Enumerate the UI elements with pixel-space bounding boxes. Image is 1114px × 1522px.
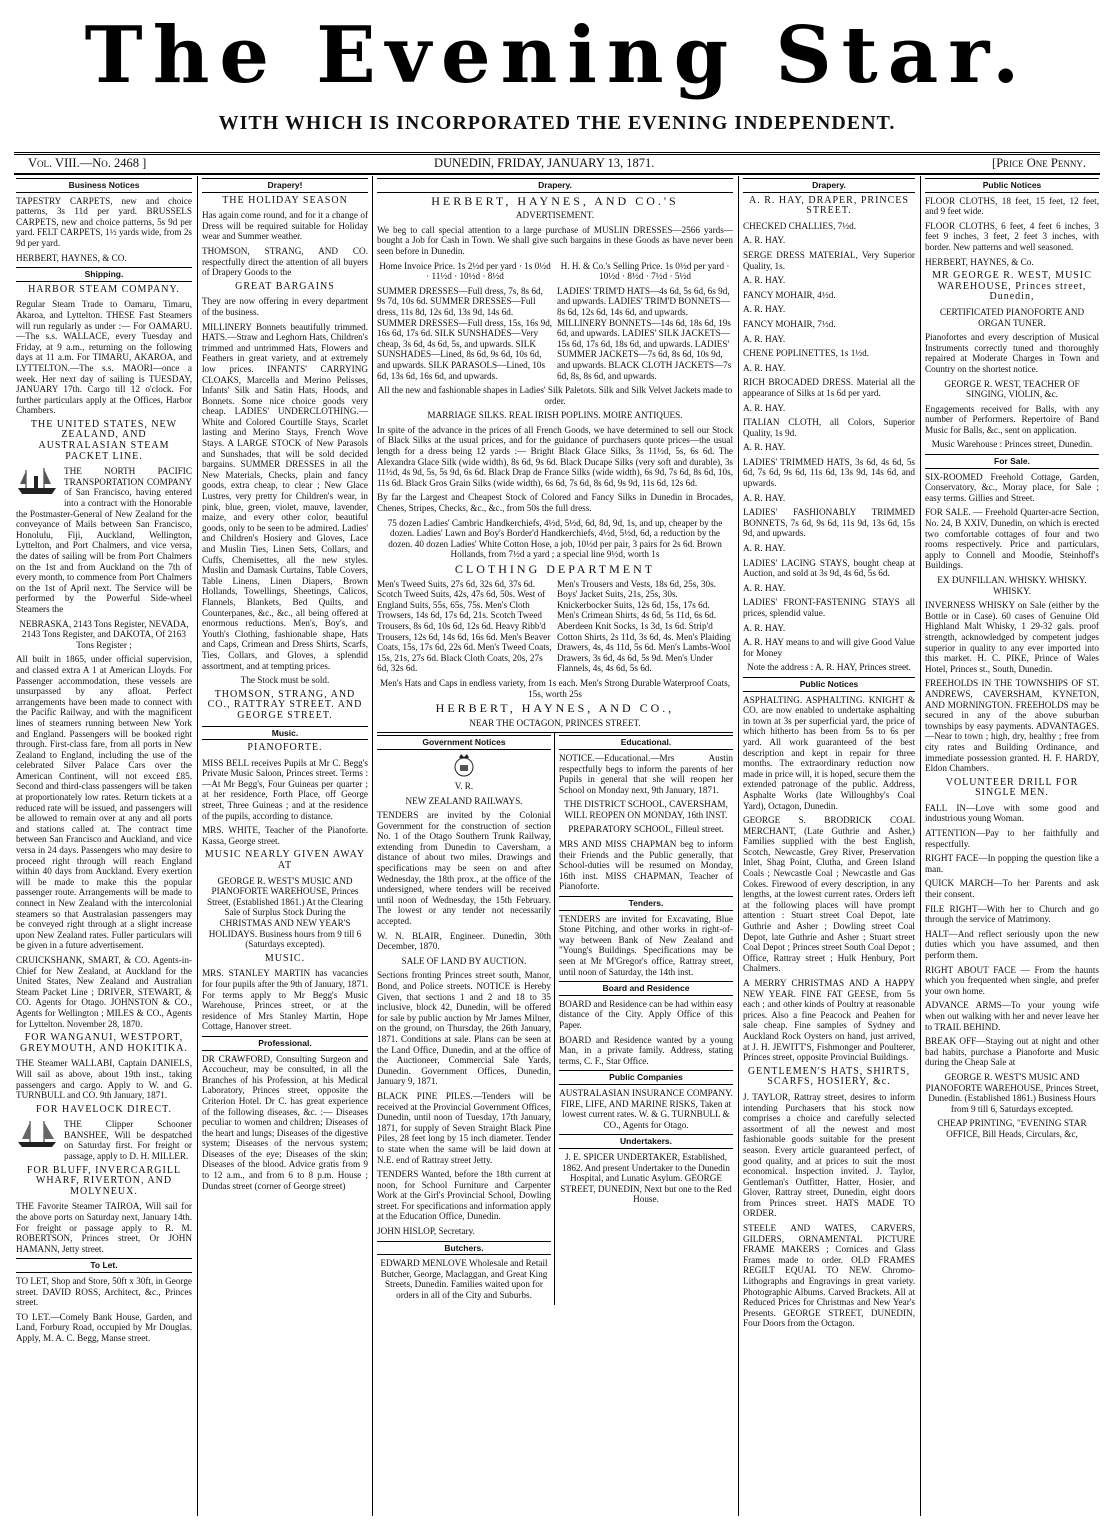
austin-notice: NOTICE.—Educational.—Mrs Austin respectfully begs to inform the parents of her Pupils in general that she will reopen her School on Monday next, 9th January, 1871. — [559, 752, 733, 795]
section-heading: Public Notices — [925, 178, 1099, 193]
drill-item: ADVANCE ARMS—To your young wife when out walking with her and never leave her to TRAIL BEHIND. — [925, 1000, 1099, 1032]
great-bargains: GREAT BARGAINS — [235, 280, 335, 292]
district-school: THE DISTRICT SCHOOL, CAVERSHAM, WILL REOPEN ON MONDAY, 16th INST. — [564, 799, 728, 820]
ad-heading: PIANOFORTE. — [247, 742, 323, 754]
drill-item: HALT—And reflect seriously upon the new duties which you have assumed, and then perform them. — [925, 928, 1099, 960]
hay-heading: A. R. HAY, DRAPER, PRINCES STREET. — [749, 194, 909, 217]
column-2 — [202, 176, 368, 1516]
excavation-tenders: TENDERS are invited for Excavating, Blue Stone Pitching, and other works in right-of-way between Bank of New Zealand and "Young's Buildings. Specifications may be seen at Mr M'Gregor's office, Rattray street, until noon of Saturday, the 14th inst. — [559, 913, 733, 977]
royal-crest-icon — [449, 753, 479, 779]
ad-signature: A. R. HAY. — [743, 582, 786, 593]
railway-tenders: TENDERS are invited by the Colonial Government for the construction of section No. 1 of the Otago Southern Trunk Railway, extending from Dunedin to Caversham, a distance of about two miles. Drawings and specifications may be seen on and after Wednesday, the 18th prox., at the office of the undersigned, where tenders will be received until noon of Wednesday, the 15th February. The lowest or any tender not necessarily accepted. — [377, 810, 551, 927]
section-sale-ad: FOR SALE. — Freehold Quarter-acre Section, No. 24, B XXIV, Dunedin, on which is erected two comfortable cottages of four and two rooms respectively. Price and particulars, apply to Connell and Moodie, Steinhoff's Buildings. — [925, 507, 1099, 571]
section-heading: Drapery. — [377, 178, 733, 193]
offering-text: They are now offering in every department of the business. — [202, 296, 368, 317]
schooner-icon — [16, 1119, 60, 1149]
price-table — [377, 261, 733, 282]
ad-heading: THE UNITED STATES, NEW ZEALAND, AND AUSTRALASIAN STEAM PACKET LINE. — [30, 418, 178, 462]
crawford-ad: DR CRAWFORD, Consulting Surgeon and Accoucheur, may be consulted, in all the Branches of his Profession, at his Medical Laboratory, Princes street, opposite the Criterion Hotel. Dr C. has great experience of the following diseases, &c. :— Diseases peculiar to women and children; Diseases of the heart and lungs; Diseases of the digestive system; Diseases of the nervous system; Diseases of the eye; Diseases of the skin; Diseases of the blood. Advice gratis from 9 to 12 a.m., and from 6 to 8 p.m. House ; Dundas street (corner of George street) — [202, 1053, 368, 1191]
warehouse-address: Music Warehouse : Princes street, Dunedin. — [931, 439, 1093, 450]
tolet-ad: TO LET, Shop and Store, 50ft x 30ft, in George street. DAVID ROSS, Architect, &c., Princes street. — [16, 1276, 192, 1308]
brodrick-ad: GEORGE S. BRODRICK COAL MERCHANT, (Late Guthrie and Asher,) Families supplied with the best English, Scotch, Newcastle, Grey River, Preservation Inlet, Shag Point, Clutha, and Green Island Coals ; Newcastle Coal ; Newcastle and Gas Cokes. Firewood of every description, in any lengths, at the lowest current rates. Orders left at the following places will have prompt attention : Stuart street Coal Depot, late Guthrie and Asher ; Dowling street Coal Depot, late Guthrie and Asher ; Stuart street Coal Depot ; Princes street South Coal Depot ; Office, Rattray street ; Hulk Henbury, Port Chalmers. — [743, 815, 915, 974]
issue-price: [Price One Penny. — [992, 156, 1086, 170]
hay-ad: FANCY MOHAIR, 7½d. — [743, 318, 836, 329]
ad-signature: HERBERT, HAYNES, & CO. — [16, 252, 127, 263]
ad-signature: A. R. HAY. — [743, 622, 786, 633]
insurance-ad: AUSTRALASIAN INSURANCE COMPANY. FIRE, LIFE, AND MARINE RISKS, Taken at lowest current rates. W. & G. TURNBULL & CO., Agents for Otago. — [559, 1087, 733, 1130]
hay-ad: CHENE POPLINETTES, 1s 1½d. — [743, 348, 870, 359]
lower-left — [377, 733, 555, 1304]
hay-address: Note the address : A. R. HAY, Princes street. — [747, 662, 911, 673]
silks-heading: MARRIAGE SILKS. REAL IRISH POPLINS. MOIRE ANTIQUES. — [427, 410, 683, 421]
hislop-signature: JOHN HISLOP, Secretary. — [377, 1226, 475, 1237]
section-heading: Undertakers. — [559, 1134, 733, 1149]
hhc-signature: HERBERT, HAYNES, AND CO., — [435, 701, 675, 716]
wallabi-ad: THE Steamer WALLABI, Captain DANIELS, Will sail as above, about 19th inst., taking passengers and cargo. Apply to W. and G. TURNBULL and CO. 9th January, 1871. — [16, 1058, 192, 1101]
tairoa-ad: THE Favorite Steamer TAIROA, Will sail for the above ports on Saturday next, January 14th. For freight or passage apply to R. M. ROBERTSON, Princes street, Or JOHN HAMANN, Jetty street. — [16, 1201, 192, 1254]
ad-signature: A. R. HAY. — [743, 304, 786, 315]
hay-ad: CHECKED CHALLIES, 7½d. — [743, 220, 857, 231]
ad-signature: A. R. HAY. — [743, 543, 786, 554]
holiday-text: Has again come round, and for it a change of Dress will be required suitable for Holiday wear and Summer weather. — [202, 210, 368, 242]
clothing-right: Men's Trousers and Vests, 18s 6d, 25s, 30s. Boys' Jacket Suits, 21s, 25s, 30s. Knickerbocker Suits, 12s 6d, 15s, 17s 6d. Men's Crimean Shirts, 4s 6d, 5s 11d, 6s 6d. Aberdeen Knit Socks, 1s 3d, 1s 6d. Strip'd Cotton Shirts, 2s 11d, 3s 6d, 4s. Men's Plaiding Drawers, 4s, 4s 11d, 5s 6d. Men's Lambs-Wool Drawers, 3s 6d, 4s 6d, 5s 9d. Men's Under Flannels, 4s, 4s 6d, 5s 6d. — [557, 578, 731, 674]
ad-signature: A. R. HAY. — [743, 402, 786, 413]
section-heading: Educational. — [559, 735, 733, 750]
stock-notice: The Stock must be sold. — [240, 675, 330, 686]
taylor-ad: J. TAYLOR, Rattray street, desires to inform intending Purchasers that his stock now comprises a choice and carefully selected assortment of all the newest and most fashionable goods suitable for the present season. Every article guaranteed perfect, of good quality, and at prices to suit the most economical. Inspection invited. J. Taylor, Gentleman's Outfitter, Hatter, Hosier, and Glover, Rattray street, Dunedin, eight doors from Princes street. HATS MADE TO ORDER. — [743, 1091, 915, 1219]
lower-columns — [377, 732, 733, 1304]
ad-heading: FOR WANGANUI, WESTPORT, GREYMOUTH, AND HOKITIKA. — [20, 1032, 188, 1054]
hay-ad: LADIES' FRONT-FASTENING STAYS all prices, splendid value. — [743, 597, 915, 618]
west-heading: MR GEORGE R. WEST, MUSIC WAREHOUSE, Princes street, Dunedin, — [932, 270, 1092, 303]
volume-number: Vol. VIII.—No. 2468 ] — [28, 156, 147, 170]
ad-heading: THE HOLIDAY SEASON — [222, 194, 348, 206]
drill-item: RIGHT ABOUT FACE — From the haunts which you frequented when single, and prefer your own home. — [925, 964, 1099, 996]
column-3 — [377, 176, 733, 1516]
thomson-intro: THOMSON, STRANG, AND CO. respectfully direct the attention of all buyers of Drapery Goods to the — [202, 245, 368, 278]
clothing-heading: CLOTHING DEPARTMENT — [454, 562, 656, 576]
agents-list: CRUICKSHANK, SMART, & CO. Agents-in-Chief for New Zealand, at Auckland for the United States, New Zealand and Australian Steam Packet Line ; DRIVER, STEWART, & CO. Agents for Otago. JOHNSTON & CO., Agents for Wellington ; MILES & CO., Agents for Lyttelton. November 28, 1870. — [16, 954, 192, 1029]
muslin-intro: We beg to call special attention to a large purchase of MUSLIN DRESSES—2566 yards—bought a Job for Cash in Town. We shall give such bargains in these Goods as have never been seen before in Dunedin. — [377, 224, 733, 256]
drill-item: ATTENTION—Pay to her faithfully and respectfully. — [925, 828, 1099, 849]
clothing-table — [377, 579, 733, 674]
floor-cloths-ad: FLOOR CLOTHS, 18 feet, 15 feet, 12 feet, and 9 feet wide. — [925, 195, 1099, 217]
newspaper-title: The Evening Star. — [84, 10, 1030, 101]
vr-mark: V. R. — [454, 780, 474, 791]
west-music-ad: GEORGE R. WEST'S MUSIC AND PIANOFORTE WAREHOUSE, Princes Street, (Established 1861.) At the Clearing Sale of Surplus Stock During the CHRISTMAS AND NEW YEAR'S HOLIDAYS. Business hours from 9 till 6 (Saturdays excepted). — [207, 875, 363, 950]
section-heading: Public Companies — [559, 1070, 733, 1085]
drill-item: QUICK MARCH—To her Parents and ask their consent. — [925, 878, 1099, 900]
paletots-text: All the new and fashionable shapes in Ladies' Silk Paletots. Silk and Silk Velvet Jackets made to order. — [377, 385, 733, 406]
hats-text: Men's Hats and Caps in endless variety, from 1s each. Men's Strong Durable Waterproof Coats, 15s, worth 25s — [379, 677, 731, 699]
colored-silks: By far the Largest and Cheapest Stock of Colored and Fancy Silks in Dunedin in Brocades, Chenes, Stripes, Checks, &c., &c., from 50s the full dress. — [377, 492, 733, 514]
tolet-ad: TO LET.—Comely Bank House, Garden, and Land, Forbury Road, occupied by Mr Douglas. Apply, M. A. C. Begg, Manse street. — [16, 1311, 192, 1343]
engagements: Engagements received for Balls, with any number of Performers. Repertoire of Band Music for Balls, &c., sent on application. — [925, 403, 1099, 435]
banshee-ad: THE Clipper Schooner BANSHEE, Will be despatched on Saturday first. For freight or passage, apply to D. H. MILLER. — [64, 1119, 192, 1162]
dresses-table — [377, 286, 733, 381]
dateline — [14, 152, 1100, 175]
column-5 — [925, 176, 1099, 1516]
piles-text: BLACK PINE PILES.—Tenders will be received at the Provincial Government Offices, Dunedin, until noon of Tuesday, 17th January, 1871, for supply of Seven Straight Black Pine Piles, 28 feet long by 15 inch diameter. Tender to state when the same will be laid down at N.E. end of Rattray street Jetty. — [377, 1090, 551, 1165]
west-teacher: GEORGE R. WEST, TEACHER OF SINGING, VIOLIN, &c. — [944, 378, 1080, 400]
column-rule — [738, 176, 739, 1516]
menlove-ad: EDWARD MENLOVE Wholesale and Retail Butcher, George, Maclaggan, and Great King Streets, Dunedin. Families waited upon for orders in all of the City and Suburbs. — [380, 1258, 548, 1301]
ad-heading: GENTLEMEN'S HATS, SHIRTS, SCARFS, HOSIERY, &c. — [747, 1065, 911, 1088]
floor-cloths-ad: FLOOR CLOTHS, 6 feet, 4 feet 6 inches, 3 feet 9 inches, 3 feet, 2 feet 3 inches, with border. New patterns and well seasoned. — [925, 220, 1099, 252]
steele-ad: STEELE AND WATES, CARVERS, GILDERS, ORNAMENTAL PICTURE FRAME MAKERS ; Cornices and Glass Frames made to order. OLD FRAMES REGILT EQUAL TO NEW. Chromo-Lithographs and Engravings in great variety. Photographic Albums. Carved Brackets. All at Reduced Prices for Christmas and New Year's Presents. GEORGE STREET, DUNEDIN, Four Doors from the Octagon. — [743, 1223, 915, 1329]
section-heading: For Sale. — [925, 454, 1099, 469]
nzr-heading: NEW ZEALAND RAILWAYS. — [405, 795, 523, 806]
prep-school: PREPARATORY SCHOOL, Filleul street. — [568, 824, 724, 835]
silks-text: In spite of the advance in the prices of all French Goods, we have determined to sell our Stock of Black Silks at the usual prices, and for the guidance of purchasers quote prices—the usual length for a dress being 12 yards :— Bright Black Glace Silks, 3s 11½d, 5s, 6s 6d. The Alexandra Glace Silk (wide width), 8s 6d, 9s 6d. Black Ducape Silks (very soft and durable), 3s 11½d, 4s 9d, 5s, 5s 9d, 6s 6d. Black Drap de France Silks (wide width), 6s 9d, 7s 6d, 8s 6d, 10s, 11s 6d. Black Gros Grain Silks (wide width), 6s 6d, 7s 6d, 8s 6d, 9s 9d, 11s 6d, 12s 6d. — [377, 424, 733, 488]
dresses-left: SUMMER DRESSES—Full dress, 7s, 8s 6d, 9s 7d, 10s 6d. SUMMER DRESSES—Full dress, 11s 8d, 12s 6d, 13s 9d, 14s 6d. SUMMER DRESSES—Full dress, 15s, 16s 9d, 16s 6d, 17s 6d. SILK SUNSHADES—Very cheap, 3s 6d, 4s 6d, 5s, and upwards. SILK SUNSHADES—Lined, 8s 6d, 9s 6d, 10s 6d, and upwards. SILK PARASOLS—Lined, 10s 6d, 13s 6d, 16s 6d, and upwards. — [377, 285, 553, 381]
section-heading: Butchers. — [377, 1241, 551, 1256]
ad-heading: MUSIC. — [264, 952, 306, 964]
dresses-right: LADIES' TRIM'D HATS—4s 6d, 5s 6d, 6s 9d, and upwards. LADIES' TRIM'D BONNETS—8s 6d, 12s 6d, 14s 6d, and upwards. MILLINERY BONNETS—14s 6d, 18s 6d, 19s 6d, and upwards. LADIES' SILK JACKETS—15s 6d, 17s 6d, 18s 6d, and upwards. LADIES' SUMMER JACKETS—7s 6d, 8s 6d, 10s 9d, and upwards. BLACK CLOTH JACKETS—7s 6d, 8s, 8s 6d, and upwards. — [557, 285, 732, 381]
ad-signature: A. R. HAY. — [743, 235, 786, 246]
ad-heading: FOR BLUFF, INVERCARGILL WHARF, RIVERTON, AND MOLYNEUX. — [26, 1164, 182, 1197]
ship-names: NEBRASKA, 2143 Tons Register, NEVADA, 2143 Tons Register, and DAKOTA, Of 2163 Tons Register ; — [19, 618, 189, 650]
invoice-prices: Home Invoice Price. 1s 2½d per yard · 1s 0½d · 11½d · 10½d · 8½d — [379, 260, 551, 282]
mrs-white-ad: MRS. WHITE, Teacher of the Pianoforte. Kassa, George street. — [202, 825, 368, 846]
drill-item: FALL IN—Love with some good and industrious young Woman. — [925, 802, 1099, 824]
ad-signature: A. R. HAY. — [743, 492, 786, 503]
hay-ad: SERGE DRESS MATERIAL, Very Superior Quality, 1s. — [743, 249, 915, 271]
section-heading: Government Notices — [377, 735, 551, 750]
newspaper-subtitle: WITH WHICH IS INCORPORATED THE EVENING INDEPENDENT. — [218, 112, 896, 134]
thomson-signature: THOMSON, STRANG, AND CO., RATTRAY STREET. AND GEORGE STREET. — [207, 688, 363, 721]
sale-heading: SALE OF LAND BY AUCTION. — [401, 955, 527, 966]
selling-prices: H. H. & Co.'s Selling Price. 1s 0½d per yard · 10½d · 8½d · 7½d · 5½d — [560, 260, 730, 282]
steamship-icon — [16, 466, 60, 496]
hay-money: A. R. HAY means to and will give Good Value for Money — [743, 637, 915, 658]
board-ad: BOARD and Residence can be had within easy distance of the City. Apply Office of this Paper. — [559, 998, 733, 1030]
ad-signature: A. R. HAY. — [743, 442, 786, 453]
spicer-ad: J. E. SPICER UNDERTAKER, Established, 1862. And present Undertaker to the Dunedin Hospital, and Lunatic Asylum. GEORGE STREET, DUNEDIN, Next but one to the Red House. — [560, 1151, 732, 1205]
issue-date: DUNEDIN, FRIDAY, JANUARY 13, 1871. — [434, 156, 655, 170]
masthead — [0, 0, 1114, 150]
ad-heading: FOR HAVELOCK DIRECT. — [35, 1103, 173, 1115]
drill-item: FILE RIGHT—With her to Church and go through the service of Matrimony. — [925, 903, 1099, 925]
sale-text: Sections fronting Princes street south, Manor, Bond, and Police streets. NOTICE is Hereby Given, that sections 1 and 2 and 18 to 35 inclusive, block 42, Dunedin, will be offered for sale by public auction by Mr James Milner, on the ground, on Thursday, the 26th January, 1871. Conditions at sale. Plans can be seen at the Land Office, Dunedin, and at the office of the Auctioneer, Commercial Sale Yards, Dunedin. Government Offices, Dunedin, January 9, 1871. — [377, 970, 551, 1087]
section-heading: Business Notices — [16, 178, 192, 193]
lower-right — [559, 733, 733, 1304]
school-tenders: TENDERS Wanted, before the 18th current at noon, for School Furniture and Carpenter Work at the Girl's Provincial School, Dowling street. For specifications and information apply at the Education Office, Dunedin. — [377, 1169, 552, 1222]
column-rule — [372, 176, 373, 1516]
ad-signature: A. R. HAY. — [743, 333, 786, 344]
whisky-ad: INVERNESS WHISKY on Sale (either by the Bottle or in Case). 60 cases of Genuine Old Highland Malt Whisky, 1 29-32 gals. proof strength, acknowledged by competent judges superior in quality to any ever imported into this market. H. C. PIKE, Prince of Wales Hotel, Princes st., South, Dunedin. — [925, 600, 1099, 674]
column-1 — [16, 176, 192, 1516]
drapery-items: MILLINERY Bonnets beautifully trimmed. HATS.—Straw and Leghorn Hats, Children's trimmed and untrimmed Hats, Flowers and Feathers in great variety, and at extremely low prices. INFANTS' CARRYING CLOAKS, Marcella and Merino Pelisses, Infants' Silk and Satin Hats, Hoods, and Bonnets. Some nice choice goods very cheap. LADIES' UNDERCLOTHING.—White and Colored Courtille Stays, Scarlet lasting and Merino Stays, French Wove Stays. A LARGE STOCK of New Parasols and Sunshades, that will be sold decided bargains. SUMMER DRESSES in all the New Materials, Checks, plain and fancy goods, extra cheap, to clear ; New Glace Lustres, very pretty for Children's wear, in pink, blue, green, violet, mauve, lavender, maize, and every other color, beautiful goods, only to be seen to be admired. Ladies' and Children's Hosiery and Gloves, Lace and Muslin Ties, Linen Sets, Collars, and Cuffs, Chemisettes, all the new styles. Muslin and Damask Curtains, Table Covers, Table Linens, Linen Diapers, Brown Hollands, Towellings, Sheetings, Calicos, Flannels, Blankets, Bed Quilts, and Counterpanes, &c., &c., all being offered at enormous reductions. Men's, Boy's, and Youth's Clothing, fashionable shape, Hats and Caps, Crimean and Dress Shirts, Scarfs, Ties, Collars, and Gloves, a splendid assortment, and at tempting prices. — [202, 321, 368, 671]
hay-ad: LADIES' FASHIONABLY TRIMMED BONNETS, 7s 6d, 9s 6d, 11s 9d, 13s 6d, 15s 9d, and upwards. — [743, 507, 915, 539]
ad-heading: HARBOR STEAM COMPANY. — [28, 283, 180, 295]
ad-heading: MUSIC NEARLY GIVEN AWAY AT — [204, 849, 366, 872]
section-heading: Music. — [202, 726, 368, 741]
martin-ad: MRS. STANLEY MARTIN has vacancies for four pupils after the 9th of January, 1871. For terms apply to Mr Begg's Music Warehouse, Princes street, or at the residence of Mrs Stanley Martin, Hope Cottage, Hanover street. — [202, 968, 368, 1032]
section-heading: Board and Residence — [559, 981, 733, 996]
section-heading: Drapery. — [743, 178, 915, 193]
board-ad: BOARD and Residence wanted by a young Man, in a private family. Address, stating terms, C. F., Star Office. — [559, 1034, 733, 1066]
column-rule — [920, 176, 921, 1516]
whisky-heading: EX DUNFILLAN. WHISKY. WHISKY. WHISKY. — [937, 575, 1087, 596]
drill-item: BREAK OFF—Staying out at night and other bad habits, purchase a Pianoforte and Music during the Cheap Sale at — [925, 1036, 1099, 1068]
clothing-left: Men's Tweed Suits, 27s 6d, 32s 6d, 37s 6d. Scotch Tweed Suits, 42s, 47s 6d, 50s. West of England Suits, 55s, 65s, 75s. Men's Cloth Trowsers, 14s 6d, 17s 6d, 21s. Scotch Tweed Trousers, 8s 6d, 10s 6d, 12s 6d. Heavy Ribb'd Trousers, 12s 6d, 14s 6d, 16s 6d. Men's Beaver Coats, 15s, 17s 6d, 22s 6d. Men's Tweed Coats, 15s, 21s, 27s 6d. Black Cloth Coats, 20s, 27s 6d, 32s 6d. — [377, 578, 552, 674]
cheap-printing-ad: CHEAP PRINTING, "EVENING STAR OFFICE, Bill Heads, Circulars, &c, — [937, 1118, 1087, 1139]
freeholds-ad: FREEHOLDS IN THE TOWNSHIPS OF ST. ANDREWS, CAVERSHAM, KYNETON, AND MORNINGTON. FREEHOLDS may be secured in any of the above suburban townships by easy payments. ADVANTAGES.—Near to town ; high, dry, healthy ; free from city rates and Building Ordinance, and immediate possession granted. H. F. HARDY, Eldon Chambers. — [925, 678, 1099, 774]
section-heading: Professional. — [202, 1036, 368, 1051]
packet-line-details: All built in 1865, under official supervision, and classed extra A 1 at American Lloyds. For Passenger accommodation, these vessels are unsurpassed by any afloat. Perfect arrangements have been made to connect with the Pacific Railway, and with the magnificent lines of steamers running between New York and England. Passengers will be booked right through. First-class fare, from all ports in New Zealand to England, including the use of the celebrated Silver Palace Cars over the American Continent, will not exceed £85. Second and third-class passengers will be taken at proportionately low rates. Return tickets at a reduced rate will be issued, and passengers will be allowed to remain over at any and all ports and stations called at. The contract time between San Francisco and Auckland, and vice versa in 24 days. Passengers who may desire to proceed right through will reach England within 40 days from Auckland. Every exertion will be made to make this the popular passenger route. Arrangements will be made to connect in New Zealand with the intercolonial steamers so that Australasian passengers may be conveyed right through at a slight increase upon New Zealand rates. Fuller particulars will be given in a future advertisement. — [16, 654, 192, 951]
hay-ad: FANCY MOHAIR, 4½d. — [743, 289, 836, 300]
section-heading: Tenders. — [559, 896, 733, 911]
miss-bell-ad: MISS BELL receives Pupils at Mr C. Begg's Private Music Saloon, Princes street. Terms :—At Mr Begg's, Four Guineas per quarter ; at her residence, Forth Place, off George street, Three Guineas ; and at the residence of the pupils, according to distance. — [202, 757, 368, 821]
column-4 — [743, 176, 915, 1516]
west-warehouse-ad: GEORGE R. WEST'S MUSIC AND PIANOFORTE WAREHOUSE, Princes Street, Dunedin. (Established 1861.) Business Hours from 9 till 6, Saturdays excepted. — [925, 1071, 1099, 1114]
christmas-ad: A MERRY CHRISTMAS AND A HAPPY NEW YEAR. FINE FAT GEESE, from 5s each ; and other kinds of Poultry at reasonable prices. Also a fine Peacock and Peahen for sale cheap. Fine samples of Sydney and Auckland Rock Oysters on hand, just arrived, at J. H. JEWITT'S, Fishmonger and Poulterer, Princes street, opposite Provincial Buildings. — [743, 978, 915, 1063]
west-tuning: Pianofortes and every description of Musical Instruments correctly tuned and thoroughly repaired at Moderate Charges in Town and Country on the shortest notice. — [925, 332, 1099, 374]
section-heading: Drapery! — [202, 178, 368, 193]
section-heading: Public Notices — [743, 677, 915, 692]
chapman-notice: MRS AND MISS CHAPMAN beg to inform their Friends and the Public generally, that School-duties will be resumed on Monday, 16th inst. MISS CHAPMAN, Teacher of Pianoforte. — [559, 839, 733, 892]
ad-signature: HERBERT, HAYNES, & Co. — [925, 256, 1034, 267]
cottage-ad: SIX-ROOMED Freehold Cottage, Garden, Conservatory, &c., Moray place, for Sale ; easy terms. Gillies and Street. — [925, 471, 1099, 503]
hay-ad: LADIES' TRIMMED HATS, 3s 6d, 4s 6d, 5s 6d, 7s 6d, 9s 6d, 11s 6d, 13s 9d, 14s 6d, and upwards. — [743, 456, 915, 489]
advertisement-label: ADVERTISEMENT. — [515, 210, 595, 221]
hhc-heading: HERBERT, HAYNES, AND CO.'S — [431, 193, 679, 208]
blair-signature: W. N. BLAIR, Engineer. Dunedin, 30th December, 1870. — [377, 930, 551, 952]
asphalting-ad: ASPHALTING. ASPHALTING. KNIGHT & CO. are now enabled to undertake asphalting in town at 3s per superficial yard, the price of which hitherto has been from 5s to 6s per yard. All work guaranteed of the best description and kept in repair for three months. The extraordinary reduction now made in price will, it is hoped, secure them the extended patronage of the public. Address, Asphalte Works (late Willoughby's Coal Yard), Octagon, Dunedin. — [743, 694, 915, 811]
octagon-address: NEAR THE OCTAGON, PRINCES STREET. — [469, 717, 641, 728]
harbor-ad: Regular Steam Trade to Oamaru, Timaru, Akaroa, and Lyttelton. THESE Fast Steamers will run regularly as under :— For OAMARU.—The s.s. WALLACE, every Tuesday and Friday, at 9 a.m., returning on the following days at 11 a.m. For TIMARU, AKAROA, and LYTTELTON.—The s.s. MAORI—once a week. Her next day of sailing is TUESDAY, JANUARY 17th. Cargo till 12 o'clock. For further particulars apply at the Offices, Harbor Chambers. — [16, 299, 192, 416]
hay-ad: RICH BROCADED DRESS. Material all the appearance of Silks at 1s 6d per yard. — [743, 377, 915, 398]
hay-ad: ITALIAN CLOTH, all Colors, Superior Quality, 1s 9d. — [743, 417, 915, 438]
carpets-ad: TAPESTRY CARPETS, new and choice patterns, 3s 11d per yard. BRUSSELS CARPETS, new and choice patterns, 5s 9d per yard. FELT CARPETS, 1½ yards wide, from 2s 9d per yard. — [16, 195, 192, 248]
hay-ad: LADIES' LACING STAYS, bought cheap at Auction, and sold at 3s 9d, 4s 6d, 5s 6d. — [743, 557, 915, 579]
ad-signature: A. R. HAY. — [743, 362, 786, 373]
drill-item: RIGHT FACE—In popping the question like a man. — [925, 853, 1099, 874]
ad-signature: A. R. HAY. — [743, 275, 786, 286]
volunteer-heading: VOLUNTEER DRILL FOR SINGLE MEN. — [945, 776, 1079, 799]
section-heading: To Let. — [16, 1258, 192, 1273]
tuner-heading: CERTIFICATED PIANOFORTE AND ORGAN TUNER. — [939, 306, 1085, 328]
handkerchiefs-text: 75 dozen Ladies' Cambric Handkerchiefs, 4½d, 5½d, 6d, 8d, 9d, 1s, and up, cheaper by the dozen. Ladies' Lawn and Boy's Border'd Handkerchiefs, 4½d, 5½d, 6d, a reduction by the dozen. 40 dozen Ladies' White Cotton Hose, a job, 10½d per pair, 3 pairs for 2s 6d. Brown Hollands, from 7½d a yard ; a special line 9½d, worth 1s — [387, 517, 723, 560]
column-rule — [197, 176, 198, 1516]
section-heading: Shipping. — [16, 267, 192, 282]
packet-line-ad: THE NORTH PACIFIC TRANSPORTATION COMPANY of San Francisco, having entered into a contract with the Honorable the Postmaster-General of New Zealand for the conveyance of Mails between San Francisco, Honolulu, Fiji, Auckland, Wellington, Lyttelton, and Port Chalmers, and vice versa, the dates of sailing will be from Port Chalmers on the 1st and from Auckland on the 7th of every month, to commence from Port Chalmers on the 1st of April next. The Service will be performed by the Powerful Side-wheel Steamers the — [16, 466, 192, 614]
